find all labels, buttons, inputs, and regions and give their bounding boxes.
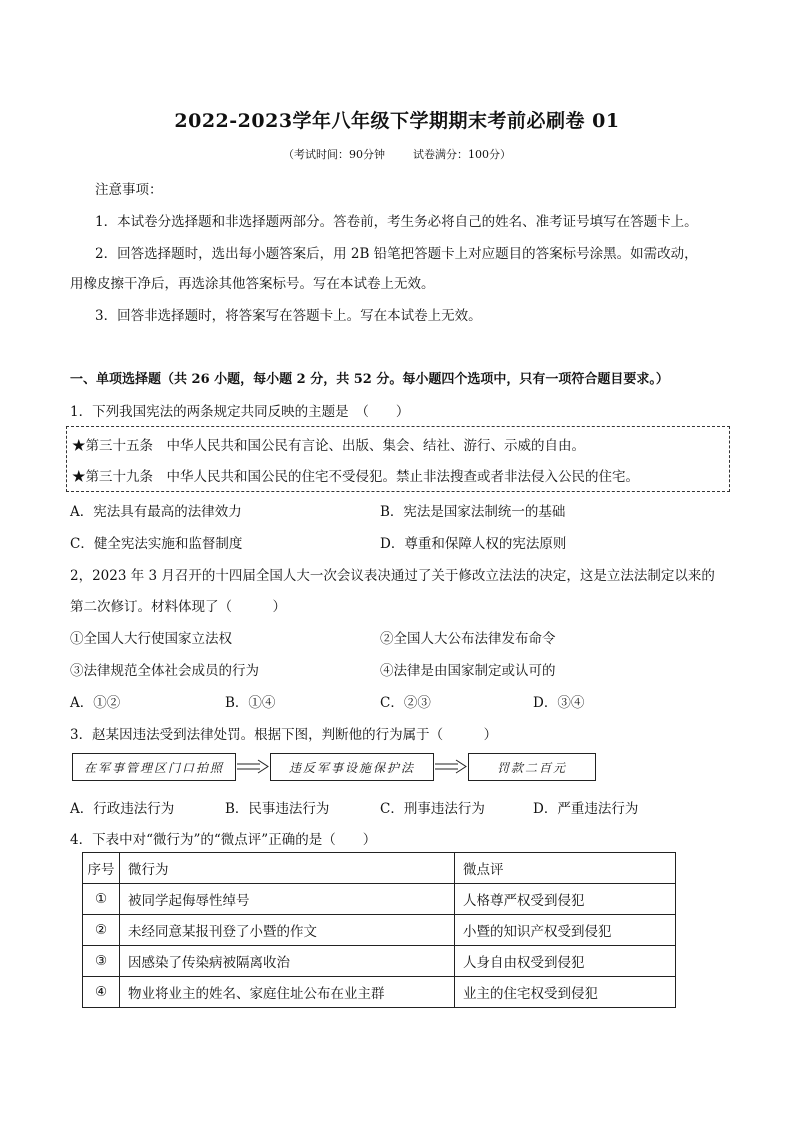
full-score: 试卷满分：100分） [413,148,511,161]
q3-option-c[interactable]: C．刑事违法行为 [380,801,485,817]
q3-option-b[interactable]: B．民事违法行为 [225,801,330,817]
table-header-cell: 序号 [83,853,120,884]
exam-info [0,146,794,162]
q2-item-2: ②全国人大公布法律发布命令 [380,631,556,647]
q1-option-b[interactable]: B．宪法是国家法制统一的基础 [380,504,566,520]
q1-stem: 1．下列我国宪法的两条规定共同反映的主题是 （ ） [70,404,410,420]
q2-item-4: ④法律是由国家制定或认可的 [380,663,556,679]
section-1-heading: 一、单项选择题（共 26 小题，每小题 2 分，共 52 分。每小题四个选项中，只有一项符合题目要求。） [70,372,669,387]
table-cell: 人格尊严权受到侵犯 [455,884,676,915]
table-cell: 未经同意某报刊登了小暨的作文 [120,915,455,946]
exam-time: （考试时间：90分钟 [283,148,385,161]
table-cell: 人身自由权受到侵犯 [455,946,676,977]
table-cell: ① [83,884,120,915]
flow-arrow-icon [236,759,270,775]
table-cell: 因感染了传染病被隔离收治 [120,946,455,977]
q3-stem: 3．赵某因违法受到法律处罚。根据下图，判断他的行为属于（ ） [70,727,498,743]
notes-item-1: 1．本试卷分选择题和非选择题两部分。答卷前，考生务必将自己的姓名、准考证号填写在答题卡上。 [95,214,698,230]
table-cell: ② [83,915,120,946]
page-title: 2022-2023学年八年级下学期期末考前必刷卷 01 [174,110,620,132]
q1-box-line-2: ★第三十九条 中华人民共和国公民的住宅不受侵犯。禁止非法搜查或者非法侵入公民的住宅。 [72,469,639,485]
notes-heading: 注意事项： [95,182,163,198]
q1-option-c[interactable]: C．健全宪法实施和监督制度 [70,536,243,552]
q2-option-c[interactable]: C．②③ [380,695,431,711]
q2-stem-line-1: 2，2023 年 3 月召开的十四届全国人大一次会议表决通过了关于修改立法法的决定，这是立法法制定以来的 [70,568,715,584]
notes-item-3: 3．回答非选择题时，将答案写在答题卡上。写在本试卷上无效。 [95,308,482,324]
table-cell: 被同学起侮辱性绰号 [120,884,455,915]
q3-flow-step-2: 违反军事设施保护法 [270,753,434,781]
q1-box-line-1: ★第三十五条 中华人民共和国公民有言论、出版、集会、结社、游行、示威的自由。 [72,438,585,454]
table-row [83,977,676,1008]
q3-option-d[interactable]: D．严重违法行为 [533,801,639,817]
q4-stem: 4．下表中对“微行为”的“微点评”正确的是（ ） [70,832,377,848]
q2-option-d[interactable]: D．③④ [533,695,585,711]
notes-item-2-line-2: 用橡皮擦干净后，再选涂其他答案标号。写在本试卷上无效。 [70,276,435,292]
table-row [83,946,676,977]
table-header-cell: 微点评 [455,853,676,884]
q1-option-d[interactable]: D．尊重和保障人权的宪法原则 [380,536,567,552]
flow-arrow-icon [434,759,468,775]
table-header-cell: 微行为 [120,853,455,884]
q1-option-a[interactable]: A．宪法具有最高的法律效力 [70,504,242,520]
table-cell: ④ [83,977,120,1008]
q2-option-a[interactable]: A．①② [70,695,121,711]
notes-item-2-line-1: 2．回答选择题时，选出每小题答案后，用 2B 铅笔把答题卡上对应题目的答案标号涂黑。如需改动， [95,246,698,262]
table-cell: 小暨的知识产权受到侵犯 [455,915,676,946]
table-row [83,884,676,915]
q3-option-a[interactable]: A．行政违法行为 [70,801,175,817]
table-cell: ③ [83,946,120,977]
q4-table [82,852,676,1008]
q2-item-3: ③法律规范全体社会成员的行为 [70,663,259,679]
table-cell: 业主的住宅权受到侵犯 [455,977,676,1008]
q3-flow-step-1: 在军事管理区门口拍照 [72,753,236,781]
q2-stem-line-2: 第二次修订。材料体现了（ ） [70,599,286,615]
q2-option-b[interactable]: B．①④ [225,695,276,711]
table-header-row [83,853,676,884]
table-cell: 物业将业主的姓名、家庭住址公布在业主群 [120,977,455,1008]
table-row [83,915,676,946]
q3-flow-step-3: 罚款二百元 [468,753,596,781]
q2-item-1: ①全国人大行使国家立法权 [70,631,232,647]
